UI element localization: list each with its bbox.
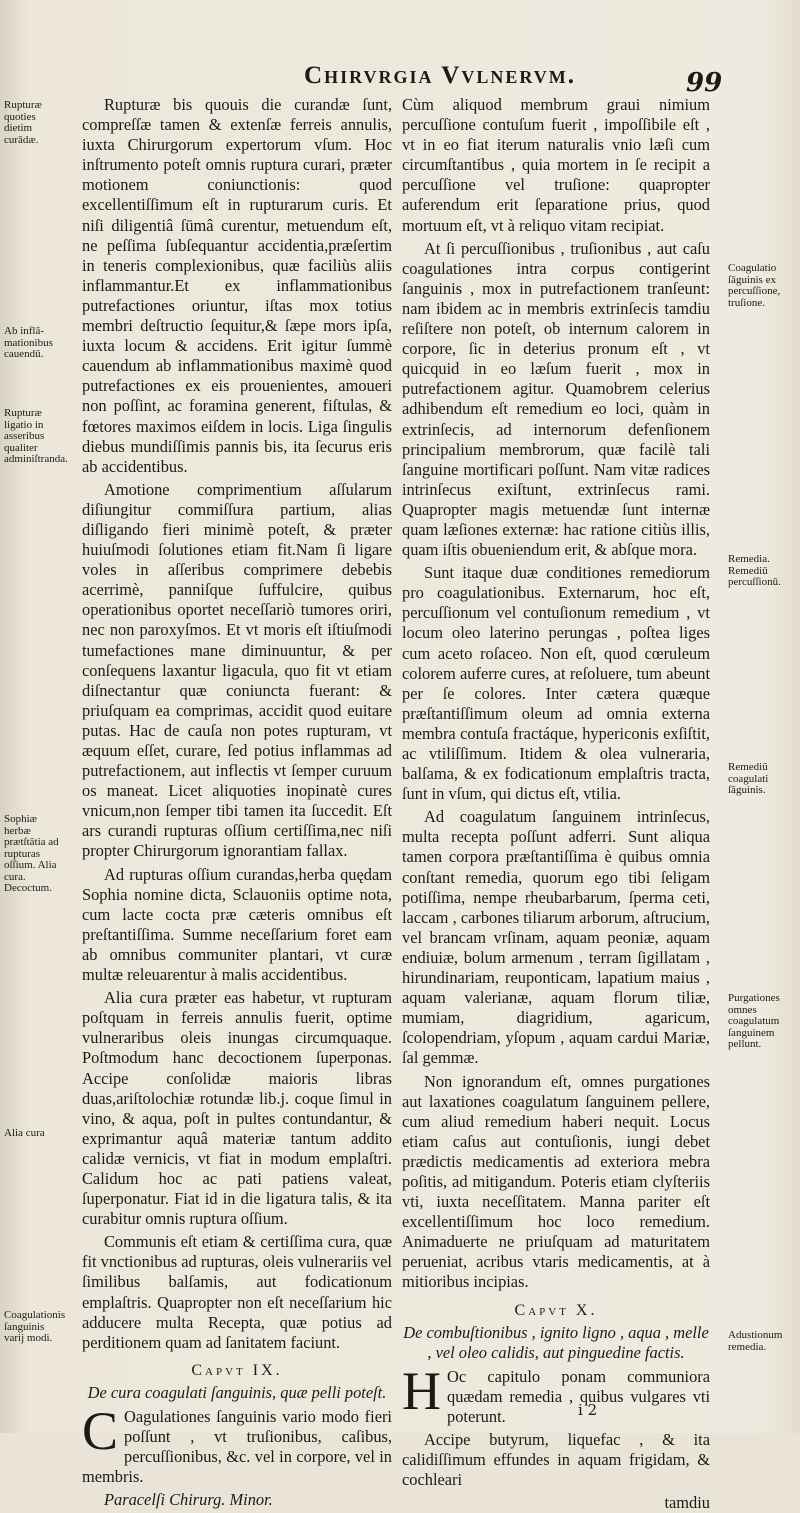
paragraph: At ſi percuſſionibus , truſionibus , aut caſu coagulationes intra corpus contigerint ſanguinis , mox in putrefactionem tranſeunt: nam ibidem ac in membris extrinſecis tamdiu reſiſtere non poteſt, ob internum calorem in corpore, ſic in deterius pronum eſt , vt quicquid in eo læſum fuerit , mox in putrefactionem agitur. Quamobrem celerius adhibendum eſt remedium eo loci, quàm in extrinſecis, ad internorum defenſionem principalium membrorum, quæ facilè tali ſanguine mortificari poſſunt. Nam vitæ radices intrinſecus exiſtunt, extrinſecus rami. Quapropter magis metuendæ ſunt internæ quam læſiones externæ: hac ratione citiùs illis, quam iſtis obueniendum erit, & abſque mora.	[402, 238, 710, 560]
chapter-ix-signature: Paracelſi Chirurg. Minor.	[104, 1490, 273, 1510]
dropcap-letter: C	[82, 1401, 119, 1461]
chapter-x-subtitle: De combuſtionibus , ignito ligno , aqua , melle , vel oleo calidis, aut pinguedine factis.	[403, 1322, 709, 1362]
chapter-ix-opening	[82, 1401, 392, 1487]
margin-note-binding: Rupturæ ligatio in asseribus qualiter adminiſtranda.	[4, 407, 68, 465]
signature-mark: i 2	[578, 1401, 598, 1419]
margin-note-avoid-inflammation: Ab inflāmationibus cauendū.	[4, 325, 53, 360]
paragraph: Sunt itaque duæ conditiones remediorum pro coagulationibus. Externarum, hoc eſt, percuſſionum vel contuſionum remedium , vt locum oleo laterino perungas , poſtea liges cum aceto roſaceo. Non eſt, quod cœruleum colorem auferre cures, at reſoluere, tum abeunt per ſe colores. Inter cætera quæque præſtantiſſimum oleum ad omnia externa membra contuſa fractáque, hypericonis exſiſtit, ac vtiliſſimum. Itidem & olea vulneraria, balſama, & ex fodicationum emplaſtris tracta, ſunt in vſum, qui dictus eſt, vtilia.	[402, 563, 710, 804]
chapter-x-opening	[402, 1360, 710, 1427]
paragraph: Rupturæ bis quouis die curandæ ſunt, compreſſæ tamen & extenſæ ferreis annulis, iuxta Chirurgorum expertorum vſum. Hoc inſtrumento poteſt omnis ruptura curari, præter motionem coniunctionis: quod excellentiſſimum eſt in rupturarum curis. Et niſi diligentiâ ſūmâ curentur, metuendum eſt, ne peſſima ſubſequantur accidentia,præſertim in teneris complexionibus, quæ faciliùs aliis inflammantur.Et ex inflammationibus putrefactiones oriuntur, iſtas mox totius membri deſtructio ſequitur,& ſæpe mors ipſa, iuxta locum & accidens. Erit igitur ſummè cauendum ab inflammationibus maximè quod putrefactiones ex eis prouenientes, amoueri non poſſint, ac foramina generent, fiſtulas, & fœtores maximos eiſdem in locis. Liga ſingulis diebus mundiſſimis pannis bis, ita ſecurus eris ab accidentibus.	[82, 95, 392, 476]
chapter-x-text: Oc capitulo ponam communiora quædam remedia , quibus vulgares vti poterunt.	[447, 1366, 710, 1426]
page-number: 99	[686, 68, 723, 98]
left-text-column	[82, 95, 392, 1513]
paragraph: Communis eſt etiam & certiſſima cura, quæ fit vnctionibus ad rupturas, oleis vulnerariis vel ſimilibus balſamis, aut fodicationum emplaſtris. Quapropter non eſt neceſſarium hic adducere multa Recepta, quæ potius ad perditionem quam ad ſanitatem faciunt.	[82, 1232, 392, 1352]
dropcap-letter: H	[402, 1360, 441, 1421]
chapter-ix-heading: Capvt IX.	[191, 1361, 283, 1379]
margin-note-coagulation-modes: Coagulationis ſanguinis varij modi.	[4, 1309, 66, 1344]
right-text-column	[402, 95, 710, 1513]
chapter-x-heading: Capvt X.	[514, 1301, 598, 1319]
paragraph: Accipe butyrum, liquefac , & ita calidiſſimum effundes in aquam frigidam, & cochleari	[402, 1430, 710, 1490]
chapter-ix-subtitle: De cura coagulati ſanguinis, quæ pelli poteſt.	[87, 1382, 387, 1402]
chapter-ix-text: Oagulationes ſanguinis vario modo fieri poſſunt , vt truſionibus, caſibus, percuſſionibus, &c. vel in corpore, vel in membris.	[82, 1407, 392, 1487]
paragraph: Alia cura præter eas habetur, vt rupturam poſtquam in ferreis annulis fuerit, optime vulneraribus oleis inungas circumquaque. Poſtmodum hanc decoctionem ſuperponas. Accipe conſolidæ maioris libras duas,ariſtolochiæ rotundæ lib.j. coque ſimul in vino, & aqua, poſt in pultes contundantur, & exprimantur aquâ materiæ tantum addito calidæ vernicis, vt fiat in modum emplaſtri. Calidum hoc ac pati patiens valeat, ſuperponatur. Fiat id in die ligatura talis, & ita curabitur omnis ruptura oſſium.	[82, 988, 392, 1229]
paragraph: Cùm aliquod membrum graui nimium percuſſione contuſum fuerit , impoſſibile eſt , vt in eo fiat iterum naturalis vnio læſi cum circumſtantibus , quia mortem in ſe recipit a percuſſione vel truſione: quapropter auferendum erit ſeparatione prius, quod mortuum eſt, vt à reliquo vitam recipiat.	[402, 95, 710, 235]
margin-note-sophia: Sophiæ herbæ prætſtātia ad rupturas oſſium. Alia cura. Decoctum.	[4, 813, 59, 894]
catchword: tamdiu	[664, 1493, 710, 1513]
paragraph: Amotione comprimentium aſſularum diſiungitur commiſſura partium, alias diſligando fieri minimè poteſt, & præter huiuſmodi ſolutiones etiam fit.Nam ſi ligare voles in aſſeribus comprimere debebis acerrimè, panniſque ſuffulcire, quibus operationibus oportet neceſſariò tumores oriri, nec non paroxyſmos. Et vt moris eſt iſtiuſmodi tumefactiones mane diminuuntur, & per conſequens laxantur ligacula, quo fit vt etiam diſnectantur quæ coniuncta fuerant: & priuſquam ea comprimas, accidit quod euitare putas. Hac de cauſa non potes rupturam, vt æquum eſſet, curare, ſed potius inflammas ad putrefactionem, aut inflectis vt ſemper curuum os maneat. Licet aliquoties inopinatè cures vnicum,non ſemper tibi tamen ita ſuccedit. Eſt ars curandi rupturas oſſium certiſſima,nec niſi propter Chirurgorum ignorantiam fallax.	[82, 479, 392, 861]
margin-note-burns: Adustionum remedia.	[728, 1329, 783, 1353]
margin-note-alia-cura: Alia cura	[4, 1127, 45, 1139]
paragraph: Non ignorandum eſt, omnes purgationes aut laxationes coagulatum ſanguinem pellere, cum aliud remedium haberi nequit. Locus etiam caſus aut contuſionis, iungi debet prædictis medicamentis ad exteriora mebra poſitis, ad mitigandum. Poteris etiam clyſteriis vti, iuxta neceſſitatem. Manna pariter eſt excellentiſſimum hoc loco remedium. Animaduerte ne priuſquam ad maturitatem perueniat, acribus vtaris medicamentis, at à mitioribus incipias.	[402, 1071, 710, 1292]
paragraph: Ad coagulatum ſanguinem intrinſecus, multa recepta poſſunt adferri. Sunt aliqua tamen corpora præſtantiſſima è quibus omnia conſtant remedia, quorum ego tibi ſeligam potiſſima, nempe rheubarbarum, ſperma ceti, laccam , carbones tiliarum arborum, aſtrucium, vel brancam vrſinam, aquam peoniæ, aquam endiuiæ, bolum armenum , terram ſigillatam , hirundinariam, reuponticam, lapatium maius , aquam valerianæ, aquam florum tiliæ, mumiam, diagridium, agaricum, ſcolopendriam, yſopum , aquam cardui Mariæ, ſal gemmæ.	[402, 807, 710, 1068]
margin-note-ruptures-daily: Rupturæ quoties dietim curādæ.	[4, 99, 42, 146]
margin-note-remedies: Remedia. Remediū percuſſionū.	[728, 553, 781, 588]
margin-note-coagulated-blood: Remediū coagulati ſāguinis.	[728, 761, 769, 796]
margin-note-purgations: Purgationes omnes coagulatum ſanguinem pellunt.	[728, 992, 780, 1050]
margin-note-coagulation-percussion: Coagulatio ſāguinis ex percuſſione, truſione.	[728, 262, 781, 309]
running-head: Chirvrgia Vvlnervm.	[304, 62, 576, 89]
paragraph: Ad rupturas oſſium curandas,herba quędam Sophia nomine dicta, Sclauoniis optime nota, cum lacte cocta præ cæteris omnibus eſt preſtantiſſima. Summe neceſſarium foret eam ab omnibus communiter plantari, vt curæ multæ releuarentur à malis accidentibus.	[82, 864, 392, 985]
